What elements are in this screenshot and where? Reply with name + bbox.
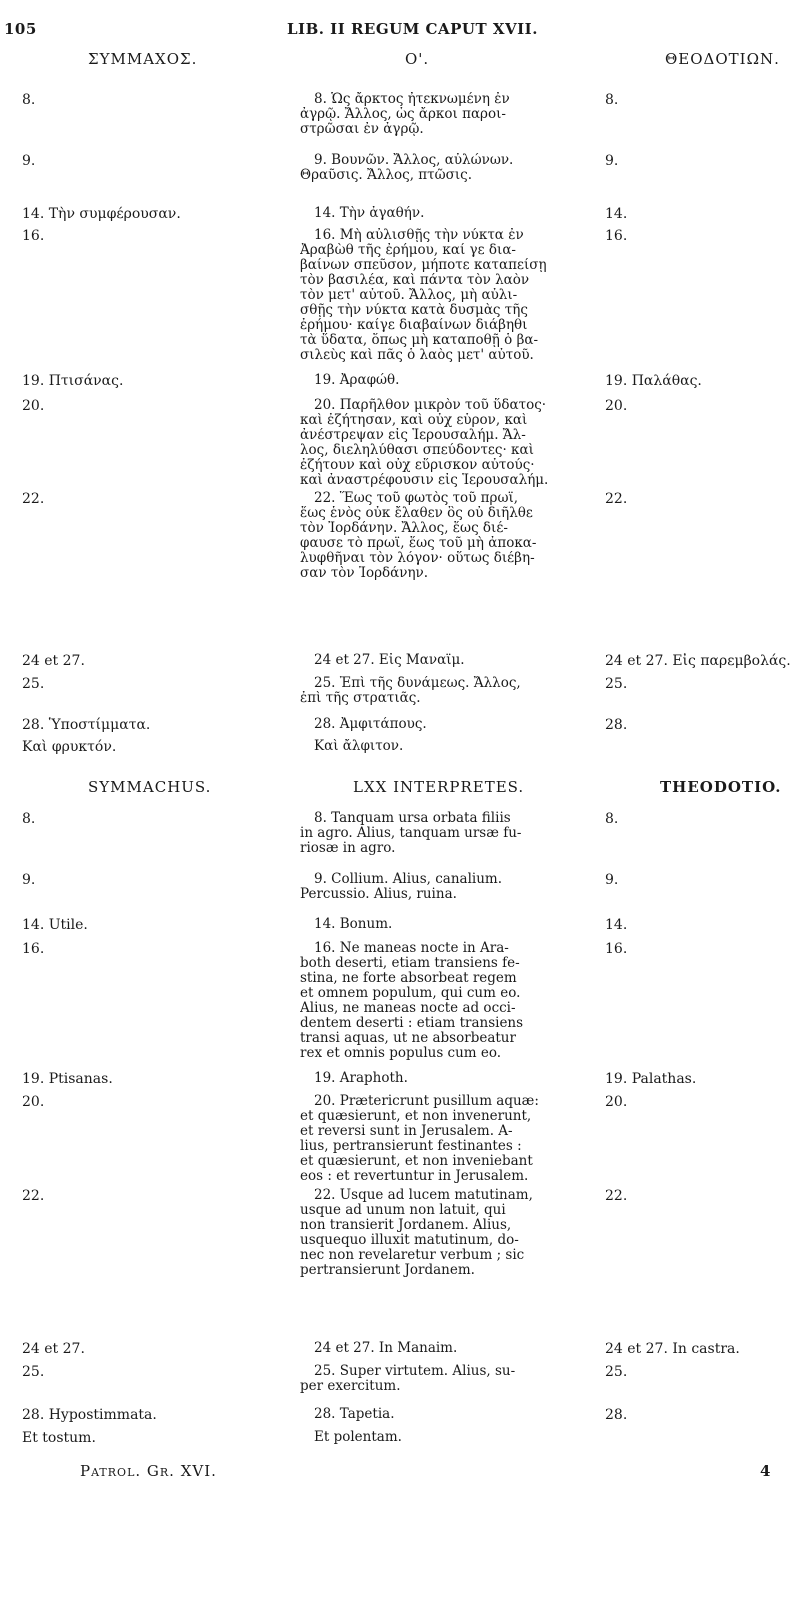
greek-septuagint-entry [300,228,565,363]
entry-line: nec non revelaretur verbum ; sic [300,1248,525,1263]
latin-septuagint-entry [300,1188,565,1278]
entry-line: λος, διεληλύθασι σπεύδοντες· καὶ [300,443,534,458]
greek-septuagint-entry [300,153,565,183]
entry-line: eos : et revertuntur in Jerusalem. [300,1169,529,1184]
greek-title-symmachus: ΣΥΜΜΑΧΟΣ. [88,50,198,68]
entry-line: riosæ in agro. [300,841,396,856]
greek-title-septuagint: Ο'. [405,50,430,68]
greek-theodotion-entry: 14. [605,206,628,222]
latin-theodotion-entry: 19. Palathas. [605,1071,697,1087]
greek-symmachus-entry: 9. [22,153,36,169]
entry-line: Et polentam. [314,1430,402,1445]
entry-line: in agro. Alius, tanquam ursæ fu- [300,826,522,841]
latin-symmachus-entry: 22. [22,1188,45,1204]
greek-septuagint-entry [300,92,565,137]
entry-line: non transierit Jordanem. Alius, [300,1218,512,1233]
entry-line: ἀγρῷ. Ἄλλος, ὡς ἄρκοι παροι- [300,107,506,122]
greek-septuagint-entry [300,676,565,706]
entry-line: τὸν Ἰορδάνην. Ἄλλος, ἕως διέ- [300,521,508,536]
entry-line: 25. Ἐπὶ τῆς δυνάμεως. Ἄλλος, [314,676,521,691]
latin-theodotion-entry: 25. [605,1364,628,1380]
greek-theodotion-entry: 20. [605,398,628,414]
latin-symmachus-entry: 24 et 27. [22,1341,85,1357]
greek-symmachus-entry: 8. [22,92,36,108]
latin-symmachus-entry: 25. [22,1364,45,1380]
entry-line: et quæsierunt, et non invenerunt, [300,1109,532,1124]
entry-line: stina, ne forte absorbeat regem [300,971,517,986]
entry-line: Καὶ ἄλφιτον. [314,739,404,754]
greek-theodotion-entry: 8. [605,92,619,108]
greek-septuagint-entry [300,653,565,668]
entry-line: 19. Ἀραφώθ. [314,373,400,388]
greek-theodotion-entry: 25. [605,676,628,692]
greek-theodotion-entry: 16. [605,228,628,244]
latin-theodotion-entry: 28. [605,1407,628,1423]
entry-line: ἕως ἑνὸς οὐκ ἔλαθεν ὃς οὐ διῆλθε [300,506,533,521]
greek-symmachus-entry: 14. Τὴν συμφέρουσαν. [22,206,181,222]
latin-symmachus-entry: 9. [22,872,36,888]
entry-line: 19. Araphoth. [314,1071,408,1086]
entry-line: 22. Ἕως τοῦ φωτὸς τοῦ πρωΐ, [314,491,519,506]
latin-theodotion-entry: 14. [605,917,628,933]
entry-line: 20. Prætericrunt pusillum aquæ: [314,1094,539,1109]
entry-line: 8. Ὡς ἄρκτος ἠτεκνωμένη ἐν [314,92,510,107]
latin-theodotion-entry: 24 et 27. In castra. [605,1341,740,1357]
entry-line: στρῶσαι ἐν ἀγρῷ. [300,122,424,137]
greek-title-theodotion: ΘΕΟΔΟΤΙΩΝ. [665,50,780,68]
entry-line: ἐρήμου· καίγε διαβαίνων διάβηθι [300,318,528,333]
latin-theodotion-entry: 22. [605,1188,628,1204]
latin-symmachus-entry: 8. [22,811,36,827]
greek-symmachus-entry: 20. [22,398,45,414]
latin-septuagint-entry [300,1341,565,1356]
entry-line: 20. Παρῆλθον μικρὸν τοῦ ὕδατος· [314,398,547,413]
entry-line: τὸν μετ' αὐτοῦ. Ἄλλος, μὴ αὐλι- [300,288,518,303]
greek-septuagint-entry [300,491,565,581]
entry-line: 25. Super virtutem. Alius, su- [314,1364,516,1379]
latin-septuagint-entry [300,811,565,856]
latin-theodotion-entry: 8. [605,811,619,827]
latin-symmachus-entry: 19. Ptisanas. [22,1071,113,1087]
greek-septuagint-entry [300,717,565,732]
entry-line: 22. Usque ad lucem matutinam, [314,1188,533,1203]
greek-symmachus-entry: 22. [22,491,45,507]
footer-source: Patrol. Gr. XVI. [80,1462,217,1480]
entry-line: 24 et 27. In Manaim. [314,1341,458,1356]
entry-line: 14. Τὴν ἀγαθήν. [314,206,425,221]
entry-line: 14. Bonum. [314,917,393,932]
entry-line: both deserti, etiam transiens fe- [300,956,520,971]
entry-line: 9. Collium. Alius, canalium. [314,872,503,887]
entry-line: σαν τὸν Ἰορδάνην. [300,566,429,581]
entry-line: transi aquas, ut ne absorbeatur [300,1031,516,1046]
entry-line: et reversi sunt in Jerusalem. A- [300,1124,513,1139]
latin-septuagint-entry [300,1094,565,1184]
greek-symmachus-entry: 28. Ὑποστίμματα. [22,717,151,733]
latin-theodotion-entry: 16. [605,941,628,957]
entry-line: 16. Ne maneas nocte in Ara- [314,941,509,956]
entry-line: per exercitum. [300,1379,401,1394]
entry-line: τὸν βασιλέα, καὶ πάντα τὸν λαὸν [300,273,530,288]
greek-symmachus-entry: 25. [22,676,45,692]
footer-signature: 4 [760,1462,772,1480]
latin-septuagint-entry [300,872,565,902]
latin-septuagint-entry [300,1071,565,1086]
entry-line: 24 et 27. Εἰς Μαναΐμ. [314,653,465,668]
entry-line: ἀνέστρεψαν εἰς Ἱερουσαλήμ. Ἄλ- [300,428,526,443]
greek-symmachus-entry: 16. [22,228,45,244]
entry-line: 9. Βουνῶν. Ἄλλος, αὐλώνων. [314,153,514,168]
entry-line: dentem deserti : etiam transiens [300,1016,524,1031]
latin-symmachus-entry: 20. [22,1094,45,1110]
greek-septuagint-entry [300,398,565,488]
entry-line: ἐζήτουν καὶ οὐχ εὕρισκον αὐτούς· [300,458,535,473]
greek-septuagint-entry [300,206,565,221]
entry-line: 28. Ἀμφιτάπους. [314,717,427,732]
greek-symmachus-entry: 24 et 27. [22,653,85,669]
entry-line: ἐπὶ τῆς στρατιᾶς. [300,691,421,706]
latin-title-symmachus: SYMMACHUS. [88,778,212,796]
entry-line: et quæsierunt, et non inveniebant [300,1154,533,1169]
greek-theodotion-entry: 24 et 27. Εἰς παρεμβολάς. [605,653,791,669]
greek-theodotion-entry: 22. [605,491,628,507]
greek-theodotion-entry: 28. [605,717,628,733]
latin-symmachus-entry: 28. Hypostimmata. [22,1407,157,1423]
greek-symmachus-entry: Καὶ φρυκτόν. [22,739,117,755]
entry-line: καὶ ἀναστρέφουσιν εἰς Ἱερουσαλήμ. [300,473,549,488]
entry-line: Ἀραβὼθ τῆς ἐρήμου, καί γε δια- [300,243,516,258]
entry-line: et omnem populum, qui cum eo. [300,986,521,1001]
entry-line: βαίνων σπεῦσον, μήποτε καταπείσῃ [300,258,547,273]
entry-line: Percussio. Alius, ruina. [300,887,457,902]
latin-symmachus-entry: Et tostum. [22,1430,96,1446]
entry-line: σιλεὺς καὶ πᾶς ὁ λαὸς μετ' αὐτοῦ. [300,348,534,363]
greek-symmachus-entry: 19. Πτισάνας. [22,373,124,389]
entry-line: usquequo illuxit matutinum, do- [300,1233,519,1248]
latin-septuagint-entry [300,1364,565,1394]
latin-title-septuagint: LXX INTERPRETES. [353,778,525,796]
greek-theodotion-entry: 9. [605,153,619,169]
latin-septuagint-entry [300,917,565,932]
entry-line: usque ad unum non latuit, qui [300,1203,506,1218]
entry-line: λυφθῆναι τὸν λόγον· οὕτως διέβη- [300,551,535,566]
latin-theodotion-entry: 20. [605,1094,628,1110]
latin-title-theodotio: THEODOTIO. [660,778,782,796]
entry-line: τὰ ὕδατα, ὅπως μὴ καταποθῇ ὁ βα- [300,333,539,348]
latin-symmachus-entry: 16. [22,941,45,957]
running-title: LIB. II REGUM CAPUT XVII. [287,20,538,38]
entry-line: σθῇς τὴν νύκτα κατὰ δυσμὰς τῆς [300,303,528,318]
page-number: 105 [4,20,37,38]
entry-line: 8. Tanquam ursa orbata filiis [314,811,511,826]
entry-line: 16. Μὴ αὐλισθῇς τὴν νύκτα ἐν [314,228,524,243]
entry-line: rex et omnis populus cum eo. [300,1046,502,1061]
greek-septuagint-entry [300,739,565,754]
latin-theodotion-entry: 9. [605,872,619,888]
latin-septuagint-entry [300,941,565,1061]
entry-line: καὶ ἐζήτησαν, καὶ οὐχ εὗρον, καὶ [300,413,528,428]
entry-line: φαυσε τὸ πρωΐ, ἕως τοῦ μὴ ἀποκα- [300,536,537,551]
latin-septuagint-entry [300,1407,565,1422]
greek-septuagint-entry [300,373,565,388]
greek-theodotion-entry: 19. Παλάθας. [605,373,702,389]
latin-symmachus-entry: 14. Utile. [22,917,88,933]
entry-line: Alius, ne maneas nocte ad occi- [300,1001,516,1016]
entry-line: Θραῦσις. Ἄλλος, πτῶσις. [300,168,472,183]
entry-line: lius, pertransierunt festinantes : [300,1139,522,1154]
latin-septuagint-entry [300,1430,565,1445]
entry-line: pertransierunt Jordanem. [300,1263,475,1278]
entry-line: 28. Tapetia. [314,1407,395,1422]
